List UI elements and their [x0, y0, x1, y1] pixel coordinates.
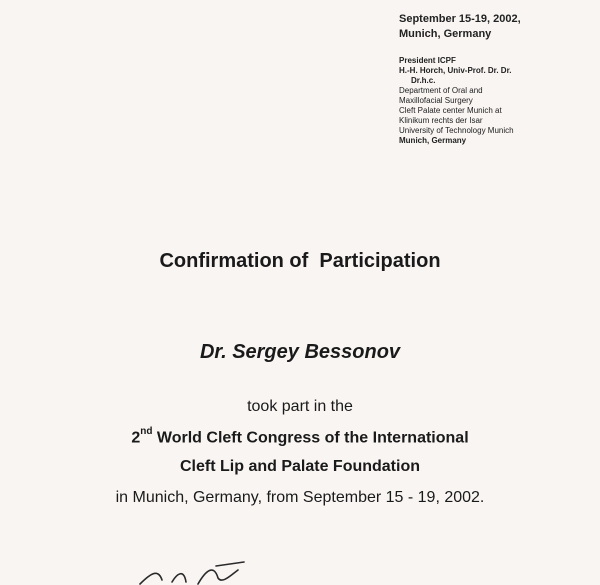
congress-ordinal-suffix: nd	[140, 426, 153, 437]
president-title: President ICPF	[399, 56, 456, 65]
event-date: September 15-19, 2002,	[399, 13, 521, 25]
address-city: Munich, Germany	[399, 136, 467, 145]
address-line: Cleft Palate center Munich at	[399, 106, 502, 115]
address-line: University of Technology Munich	[399, 126, 514, 135]
congress-ordinal: 2	[131, 429, 141, 447]
address-line: Maxillofacial Surgery	[399, 96, 473, 105]
location-dates: in Munich, Germany, from September 15 - 19, 2002.	[115, 489, 485, 506]
took-part-text: took part in the	[247, 398, 353, 415]
header-date-block	[399, 12, 521, 42]
president-block	[399, 56, 514, 146]
certificate-title: Confirmation of Participation	[159, 250, 441, 272]
president-name-line-2: Dr.h.c.	[411, 76, 436, 85]
signature-icon	[120, 560, 320, 585]
participant-name: Dr. Sergey Bessonov	[199, 341, 401, 363]
address-line: Department of Oral and	[399, 86, 483, 95]
congress-line-1	[0, 428, 600, 447]
event-location: Munich, Germany	[399, 28, 492, 40]
congress-name-part-1: World Cleft Congress of the International	[152, 429, 469, 447]
address-line: Klinikum rechts der Isar	[399, 116, 483, 125]
congress-line-2: Cleft Lip and Palate Foundation	[180, 458, 420, 475]
president-name-line-1: H.-H. Horch, Univ-Prof. Dr. Dr.	[399, 66, 512, 75]
